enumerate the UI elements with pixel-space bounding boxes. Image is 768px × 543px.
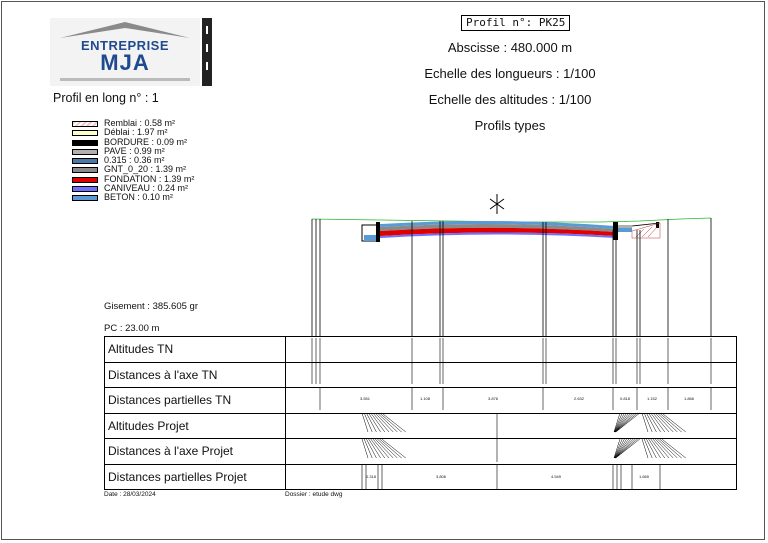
partial-projet-value: 1.665 (639, 474, 650, 479)
row-label-distances-partielles-projet: Distances partielles Projet (108, 470, 247, 484)
fan-line (377, 413, 397, 432)
legend-label: GNT_0_20 : 1.39 m² (104, 164, 187, 175)
partial-tn-value: 3.551 (360, 396, 371, 401)
fan-line (653, 413, 669, 432)
fan-line (615, 413, 627, 432)
partial-projet-value: 4.549 (551, 474, 562, 479)
fan-line (657, 413, 677, 432)
echelle-altitudes: Echelle des altitudes : 1/100 (428, 92, 592, 107)
fan-line (646, 439, 656, 458)
fan-line (649, 413, 661, 432)
profil-long-label: Profil en long n° : 1 (53, 91, 159, 105)
legend-label: BETON : 0.10 m² (104, 192, 173, 203)
fan-line (615, 413, 633, 432)
fan-line (657, 439, 677, 458)
legend-label: Remblai : 0.58 m² (104, 118, 176, 128)
logo-line2: MJA (100, 50, 150, 75)
partial-tn-value: 1.866 (684, 396, 695, 401)
gisement: Gisement : 385.605 gr (104, 301, 198, 312)
fan-line (615, 439, 633, 458)
legend-label: PAVE : 0.99 m² (104, 145, 165, 156)
partial-tn-value: 1.152 (647, 396, 658, 401)
fan-line (653, 439, 669, 458)
row-label-altitudes-projet: Altitudes Projet (108, 418, 189, 433)
partial-tn-value: 3.876 (488, 396, 499, 401)
fan-line (382, 413, 406, 432)
fan-line (646, 413, 656, 432)
pc-level: PC : 23.00 m (104, 323, 160, 334)
partial-tn-value: 0.818 (620, 396, 631, 401)
row-label-altitudes-tn: Altitudes TN (108, 342, 174, 356)
legend-label: BORDURE : 0.09 m² (104, 136, 188, 147)
legend-label: FONDATION : 1.39 m² (104, 173, 195, 184)
row-label-distances-axe-tn: Distances à l'axe TN (108, 367, 218, 382)
fan-line (362, 413, 368, 432)
partial-projet-value: 3.806 (436, 474, 447, 479)
fan-line (382, 439, 406, 458)
fan-line (644, 413, 652, 432)
abscisse: Abscisse : 480.000 m (447, 40, 573, 55)
fan-line (642, 439, 648, 458)
fan-line (369, 413, 381, 432)
row-label-distances-partielles-tn: Distances partielles TN (108, 393, 232, 408)
legend-label: 0.315 : 0.36 m² (104, 155, 165, 166)
legend-label: CANIVEAU : 0.24 m² (104, 183, 189, 194)
fan-line (373, 413, 389, 432)
dossier: Dossier : etude dwg (285, 491, 343, 498)
fan-line (366, 439, 376, 458)
fan-line (644, 439, 652, 458)
logo-line1: ENTREPRISE (80, 38, 170, 53)
fan-line (373, 439, 389, 458)
fan-line (364, 439, 372, 458)
partial-tn-value: 2.632 (574, 396, 585, 401)
pk-box: Profil n°: PK25 (461, 15, 570, 31)
fan-line (364, 413, 372, 432)
date: Date : 28/03/2024 (104, 491, 156, 498)
partial-projet-value: 0.318 (366, 474, 377, 479)
partial-tn-value: 1.108 (420, 396, 431, 401)
profils-types: Profils types (474, 118, 546, 133)
fan-line (615, 439, 627, 458)
fan-line (369, 439, 381, 458)
fan-line (642, 413, 648, 432)
fan-line (366, 413, 376, 432)
echelle-longueurs: Echelle des longueurs : 1/100 (424, 66, 596, 81)
fan-line (662, 413, 686, 432)
legend-label: Déblai : 1.97 m² (104, 127, 168, 138)
fan-line (662, 439, 686, 458)
fan-line (362, 439, 368, 458)
fan-line (377, 439, 397, 458)
fan-line (649, 439, 661, 458)
row-label-distances-axe-projet: Distances à l'axe Projet (108, 444, 234, 459)
